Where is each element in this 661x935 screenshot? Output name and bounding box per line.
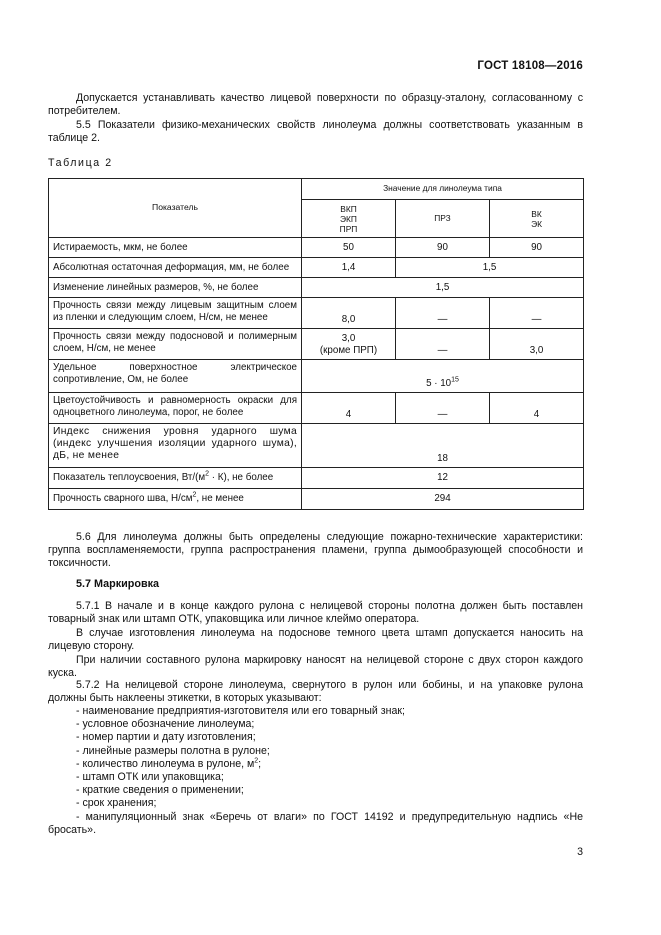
cell-value: 1,5 <box>302 278 584 298</box>
paragraph-5-6: 5.6 Для линолеума должны быть определены следующие пожарно-технические характеристики: группа воспламеняемости, группа распространения пламени, группа дымообразующей способности и токсичности. <box>48 531 583 570</box>
cell-value: 1,5 <box>396 258 584 278</box>
paragraph-sample: Допускается устанавливать качество лицевой поверхности по образцу-эталону, согласованному с потребителем. <box>48 92 583 118</box>
page-number: 3 <box>577 846 583 858</box>
cell-value: — <box>396 298 490 329</box>
list-item: - условное обозначение линолеума; <box>76 718 255 731</box>
cell-value: 50 <box>302 238 396 258</box>
list-item: - манипуляционный знак «Беречь от влаги» по ГОСТ 14192 и предупредительную надпись «Не бросать». <box>48 810 583 836</box>
cell-value: 294 <box>302 489 584 510</box>
list-item: - линейные размеры полотна в рулоне; <box>76 744 270 757</box>
table-row <box>49 489 584 510</box>
header-value: Значение для линолеума типа <box>302 179 584 200</box>
paragraph-5-7-1-c: При наличии составного рулона маркировку наносят на нелицевой стороне с двух сторон каждого куска. <box>48 654 583 680</box>
cell-value: — <box>396 329 490 360</box>
cell-value: 8,0 <box>302 298 396 329</box>
section-title-marking: 5.7 Маркировка <box>76 578 160 590</box>
header-type-vk: ВК ЭК <box>490 200 584 238</box>
cell-value: 1,4 <box>302 258 396 278</box>
cell-value: — <box>490 298 584 329</box>
cell-value: 90 <box>490 238 584 258</box>
paragraph-5-7-1-b: В случае изготовления линолеума на подоснове темного цвета штамп допускается наносить на лицевую сторону. <box>48 627 583 653</box>
table-row <box>49 360 584 393</box>
list-item: - штамп ОТК или упаковщика; <box>76 771 224 784</box>
table-row <box>49 258 584 278</box>
row-label: Прочность сварного шва, $Н/см^2$, не менее <box>49 489 302 510</box>
cell-value: 4 <box>302 393 396 424</box>
table-row <box>49 329 584 360</box>
cell-value: 3,0 <box>490 329 584 360</box>
header-indicator: Показатель <box>49 179 302 238</box>
document-number: ГОСТ 18108—2016 <box>477 60 583 72</box>
table-row <box>49 298 584 329</box>
cell-value: 12 <box>302 468 584 489</box>
row-label: Изменение линейных размеров, %, не более <box>49 278 302 298</box>
table-row <box>49 278 584 298</box>
table-row <box>49 424 584 468</box>
row-label: Истираемость, мкм, не более <box>49 238 302 258</box>
row-label: Удельное поверхностное электрическое сопротивление, Ом, не более <box>49 360 302 393</box>
row-label: Прочность связи между подосновой и полимерным слоем, Н/см, не менее <box>49 329 302 360</box>
paragraph-5-7-2: 5.7.2 На нелицевой стороне линолеума, свернутого в рулон или бобины, и на упаковке рулона должны быть наклеены этикетки, в которых указывают: <box>48 679 583 705</box>
header-type-vkp: ВКП ЭКП ПРП <box>302 200 396 238</box>
list-item: - номер партии и дату изготовления; <box>76 731 256 744</box>
paragraph-5-5: 5.5 Показатели физико-механических свойств линолеума должны соответствовать указанным в таблице 2. <box>48 119 583 145</box>
table-row <box>49 238 584 258</box>
row-label: Абсолютная остаточная деформация, мм, не более <box>49 258 302 278</box>
row-label: Показатель теплоусвоения, $Вт/(м^2 \cdot К)$, не более <box>49 468 302 489</box>
cell-value-resistance: $5 \cdot 10^{15}$ <box>302 360 584 393</box>
cell-value: — <box>396 393 490 424</box>
cell-value: 90 <box>396 238 490 258</box>
table-caption: Таблица 2 <box>48 157 113 169</box>
list-item: - наименование предприятия-изготовителя или его товарный знак; <box>76 705 405 717</box>
paragraph-5-7-1: 5.7.1 В начале и в конце каждого рулона с нелицевой стороны полотна должен быть поставлен товарный знак или штамп ОТК, упаковщика или личное клеймо оператора. <box>48 600 583 626</box>
row-label: Прочность связи между лицевым защитным слоем из пленки и следующим слоем, Н/см, не менее <box>49 298 302 329</box>
header-type-prz: ПРЗ <box>396 200 490 238</box>
cell-value: 18 <box>302 424 584 468</box>
row-label: Цветоустойчивость и равномерность окраски для одноцветного линолеума, порог, не более <box>49 393 302 424</box>
table-row <box>49 468 584 489</box>
label-contents-list <box>48 705 583 837</box>
cell-value: 4 <box>490 393 584 424</box>
table-2 <box>48 178 584 510</box>
table-row <box>49 393 584 424</box>
row-label: Индекс снижения уровня ударного шума (индекс улучшения изоляции ударного шума), дБ, не менее <box>49 424 302 468</box>
list-item: - краткие сведения о применении; <box>76 784 244 797</box>
cell-value: 3,0 (кроме ПРП) <box>302 329 396 360</box>
list-item: - количество линолеума в рулоне, $м^2$; <box>76 757 262 770</box>
list-item: - срок хранения; <box>76 797 157 810</box>
